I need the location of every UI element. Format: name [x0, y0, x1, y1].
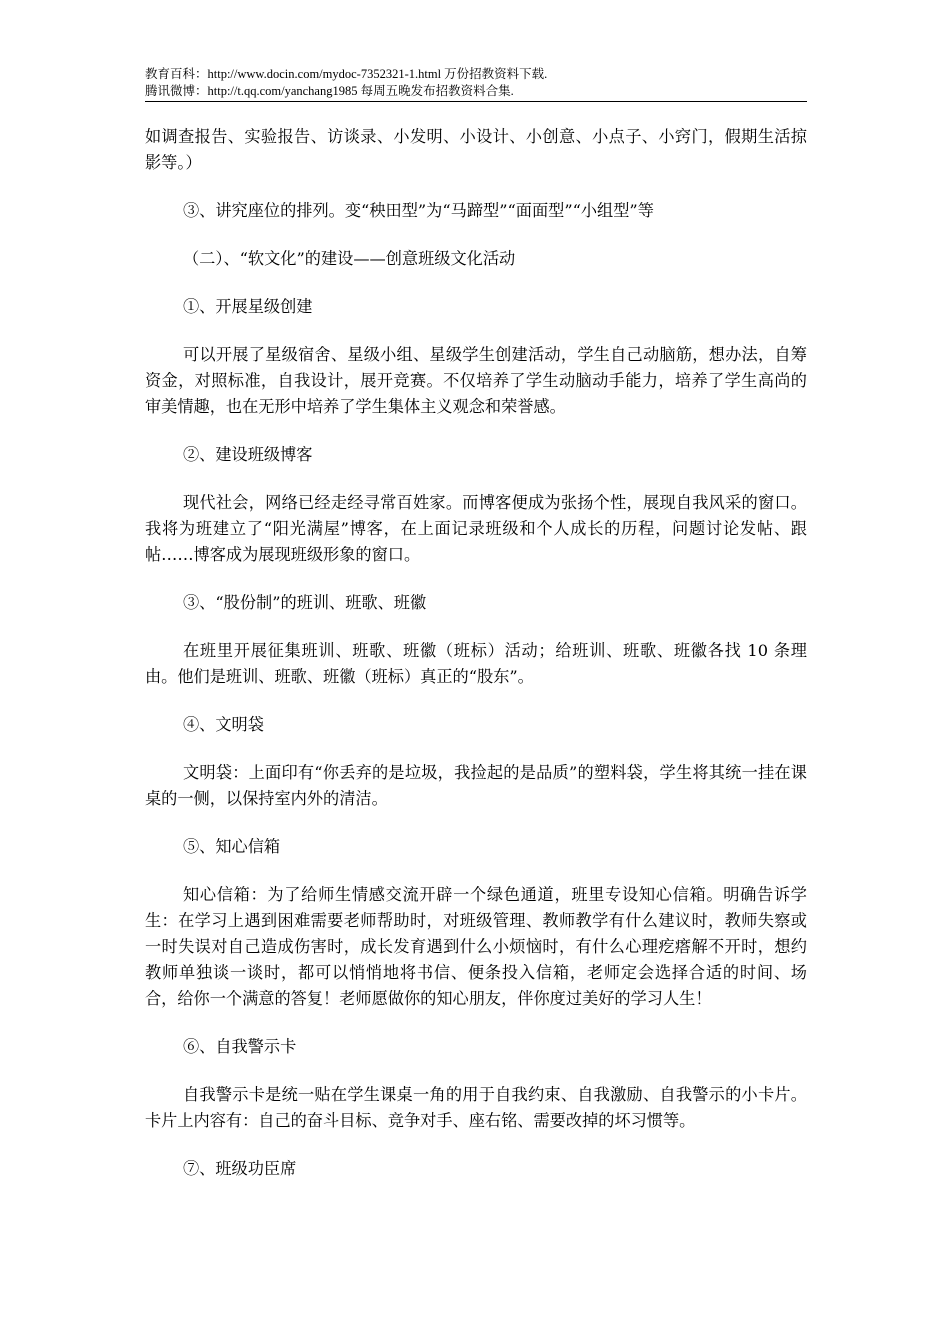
- paragraph-warning-card: 自我警示卡是统一贴在学生课桌一角的用于自我约束、自我激励、自我警示的小卡片。卡片上内容有：自己的奋斗目标、竞争对手、座右铭、需要改掉的坏习惯等。: [145, 1085, 807, 1130]
- paragraph-class-blog: 现代社会，网络已经走经寻常百姓家。而博客便成为张扬个性，展现自我风采的窗口。我将为班建立了“阳光满屋”博客，在上面记录班级和个人成长的历程，问题讨论发帖、跟帖……博客成为展现班级形象的窗口。: [145, 493, 807, 564]
- header-line-1: 教育百科：http://www.docin.com/mydoc-7352321-1.html 万份招教资料下载.: [145, 67, 548, 81]
- section-heading-soft-culture: （二）、“软文化”的建设——创意班级文化活动: [183, 249, 516, 268]
- item-heading-mailbox: ⑤、知心信箱: [183, 837, 281, 856]
- paragraph-star-rating: 可以开展了星级宿舍、星级小组、星级学生创建活动，学生自己动脑筋，想办法，自筹资金，对照标准，自我设计，展开竞赛。不仅培养了学生动脑动手能力，培养了学生高尚的审美情趣，也在无形中培养了学生集体主义观念和荣誉感。: [145, 345, 807, 416]
- header-line-2: 腾讯微博：http://t.qq.com/yanchang1985 每周五晚发布招教资料合集.: [145, 84, 514, 98]
- paragraph-civility-bag: 文明袋：上面印有“你丢弃的是垃圾，我捡起的是品质”的塑料袋，学生将其统一挂在课桌的一侧，以保持室内外的清洁。: [145, 763, 807, 808]
- item-heading-civility-bag: ④、文明袋: [183, 715, 264, 734]
- item-heading-honor-seat: ⑦、班级功臣席: [183, 1159, 297, 1178]
- item-heading-class-blog: ②、建设班级博客: [183, 445, 313, 464]
- paragraph-shareholding: 在班里开展征集班训、班歌、班徽（班标）活动；给班训、班歌、班徽各找 10 条理由。他们是班训、班歌、班徽（班标）真正的“股东”。: [145, 641, 807, 686]
- header-divider: [145, 101, 807, 102]
- document-body: [145, 124, 807, 1204]
- item-heading-star-rating: ①、开展星级创建: [183, 297, 313, 316]
- page-header: [145, 66, 807, 100]
- item-seat-arrangement: ③、讲究座位的排列。变“秧田型”为“马蹄型”“面面型”“小组型”等: [183, 201, 654, 220]
- item-heading-warning-card: ⑥、自我警示卡: [183, 1037, 297, 1056]
- paragraph-mailbox: 知心信箱：为了给师生情感交流开辟一个绿色通道，班里专设知心信箱。明确告诉学生：在学习上遇到困难需要老师帮助时，对班级管理、教师教学有什么建议时，教师失察或一时失误对自己造成伤害时，成长发育遇到什么小烦恼时，有什么心理疙瘩解不开时，想约教师单独谈一谈时，都可以悄悄地将书信、便条投入信箱，老师定会选择合适的时间、场合，给你一个满意的答复！老师愿做你的知心朋友，伴你度过美好的学习人生！: [145, 885, 807, 1008]
- item-heading-shareholding: ③、“股份制”的班训、班歌、班徽: [183, 593, 427, 612]
- paragraph-continuation: 如调查报告、实验报告、访谈录、小发明、小设计、小创意、小点子、小窍门，假期生活掠影等。）: [145, 127, 807, 172]
